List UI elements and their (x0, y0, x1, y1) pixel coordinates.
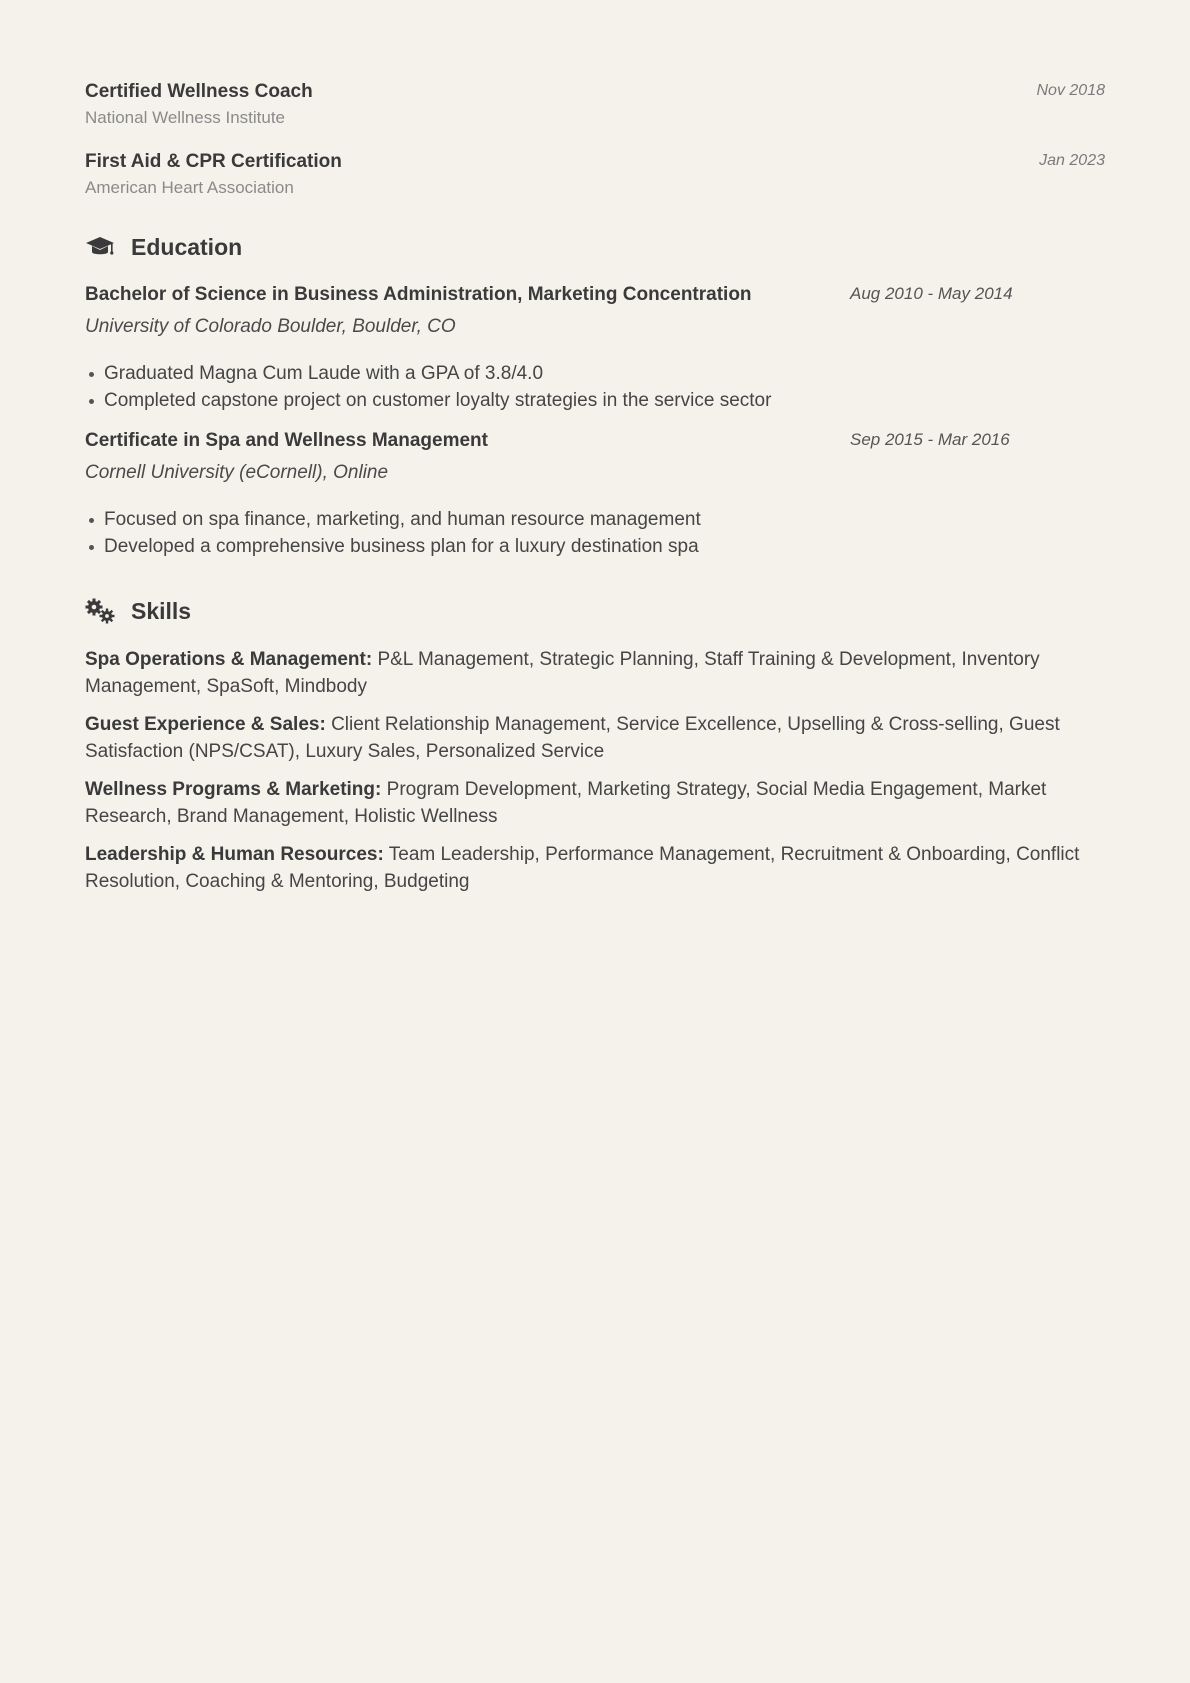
education-degree: Bachelor of Science in Business Administration, Marketing Concentration (85, 284, 752, 305)
education-degree: Certificate in Spa and Wellness Management (85, 430, 488, 451)
education-item (85, 282, 1105, 414)
education-dates: Aug 2010 - May 2014 (850, 284, 1013, 303)
skill-item (85, 776, 1105, 830)
education-bullets (85, 360, 1105, 414)
education-section-header (85, 232, 1105, 262)
skill-list: P&L Management, Strategic Planning, Staff Training & Development, Inventory Management, SpaSoft, Mindbody (85, 649, 1040, 697)
skills-section-header (85, 596, 1105, 626)
certification-issuer: American Heart Association (85, 178, 294, 197)
skill-item (85, 841, 1105, 895)
list-item: Graduated Magna Cum Laude with a GPA of 3.8/4.0 (104, 360, 1105, 387)
skill-category: Spa Operations & Management: (85, 649, 373, 670)
education-school: Cornell University (eCornell), Online (85, 462, 389, 483)
list-item: Completed capstone project on customer loyalty strategies in the service sector (104, 387, 1105, 414)
skill-list: Client Relationship Management, Service Excellence, Upselling & Cross-selling, Guest Satisfaction (NPS/CSAT), Luxury Sales, Personalized Service (85, 714, 1060, 762)
skill-item (85, 646, 1105, 700)
education-bullets (85, 506, 1105, 560)
skill-category: Leadership & Human Resources: (85, 844, 384, 865)
certification-issuer: National Wellness Institute (85, 108, 286, 127)
certification-date: Nov 2018 (1036, 82, 1105, 99)
graduation-cap-icon (85, 234, 117, 260)
section-title: Skills (131, 597, 192, 624)
education-item (85, 428, 1105, 560)
skill-list: Program Development, Marketing Strategy, Social Media Engagement, Market Research, Brand Management, Holistic Wellness (85, 779, 1047, 827)
skill-category: Guest Experience & Sales: (85, 714, 326, 735)
skill-list: Team Leadership, Performance Management, Recruitment & Onboarding, Conflict Resolution, Coaching & Mentoring, Budgeting (85, 844, 1080, 892)
certification-name: First Aid & CPR Certification (85, 151, 342, 172)
education-dates: Sep 2015 - Mar 2016 (850, 430, 1010, 449)
certification-name: Certified Wellness Coach (85, 81, 313, 102)
list-item: Developed a comprehensive business plan for a luxury destination spa (104, 533, 1105, 560)
gears-icon (85, 598, 117, 624)
section-title: Education (131, 233, 243, 260)
certification-item (85, 80, 1105, 130)
list-item: Focused on spa finance, marketing, and human resource management (104, 506, 1105, 533)
certification-date: Jan 2023 (1039, 152, 1105, 169)
skill-category: Wellness Programs & Marketing: (85, 779, 382, 800)
education-school: University of Colorado Boulder, Boulder, CO (85, 316, 456, 337)
certification-item (85, 150, 1105, 200)
skill-item (85, 711, 1105, 765)
